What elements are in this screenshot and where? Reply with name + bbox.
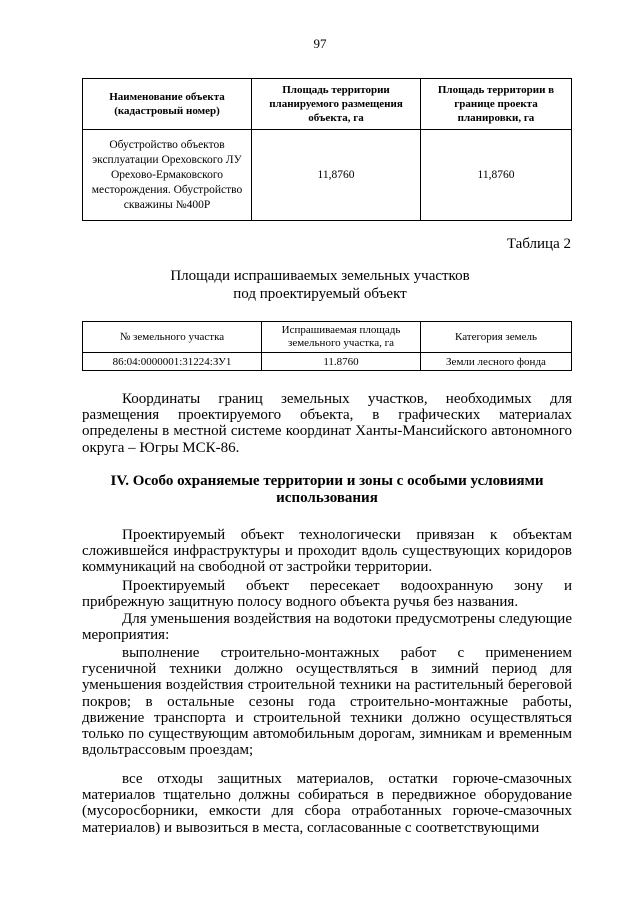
list-item: все отходы защитных материалов, остатки горюче-смазочных материалов тщательно должны собираться в передвижное оборудование (мусоросборники, емкости для сбора отработанных горюче-смазочных материалов) и вывозиться в места, согласованные с соответствующими [82,771,572,836]
table-caption: Таблица 2 [506,236,571,252]
table-cell: 11.8760 [262,353,421,371]
table-cell: 11,8760 [252,130,421,221]
table-header-row [83,322,572,353]
coordinates-paragraph: Координаты границ земельных участков, необходимых для размещения проектируемого объекта, в графических материалах определены в местной системе координат Ханты-Мансийского автономного округа – Югры МСК-86. [82,391,572,456]
column-header: № земельного участка [83,322,262,353]
paragraph: Проектируемый объект технологически привязан к объектам сложившейся инфраструктуры и проходит вдоль существующих коридоров коммуникаций на свободной от застройки территории. [82,527,572,576]
table-header-row [83,79,572,130]
column-header: Площадь территории планируемого размещения объекта, га [252,79,421,130]
table-cell: 11,8760 [421,130,572,221]
column-header: Наименование объекта (кадастровый номер) [83,79,252,130]
paragraph: Проектируемый объект пересекает водоохранную зону и прибрежную защитную полосу водного объекта ручья без названия. [82,578,572,611]
object-area-table [82,78,572,221]
table-row [83,353,572,371]
column-header: Площадь территории в границе проекта планировки, га [421,79,572,130]
land-plots-table [82,321,572,371]
column-header: Категория земель [421,322,572,353]
table-title [0,267,640,303]
page-number: 97 [313,36,327,51]
table-cell: Земли лесного фонда [421,353,572,371]
section-heading: IV. Особо охраняемые территории и зоны с особыми условиями использования [110,473,544,506]
column-header: Испрашиваемая площадь земельного участка, га [262,322,421,353]
table-title-line: Площади испрашиваемых земельных участков [170,268,470,284]
list-item: выполнение строительно-монтажных работ с применением гусеничной техники должно осуществляться в зимний период для уменьшения воздействия строительной техники на растительный береговой покров; в остальные сезоны года строительно-монтажные работы, движение транспорта и строительной техники должно осуществляться только по существующим автомобильным дорогам, зимникам и временным вдольтрассовым проездам; [82,645,572,759]
table-row [83,130,572,221]
paragraph: Для уменьшения воздействия на водотоки предусмотрены следующие мероприятия: [82,611,572,644]
table-cell: 86:04:0000001:31224:ЗУ1 [83,353,262,371]
table-cell: Обустройство объектов эксплуатации Ореховского ЛУ Орехово-Ермаковского месторождения. Обустройство скважины №400Р [83,130,252,221]
table-title-line: под проектируемый объект [233,286,407,302]
